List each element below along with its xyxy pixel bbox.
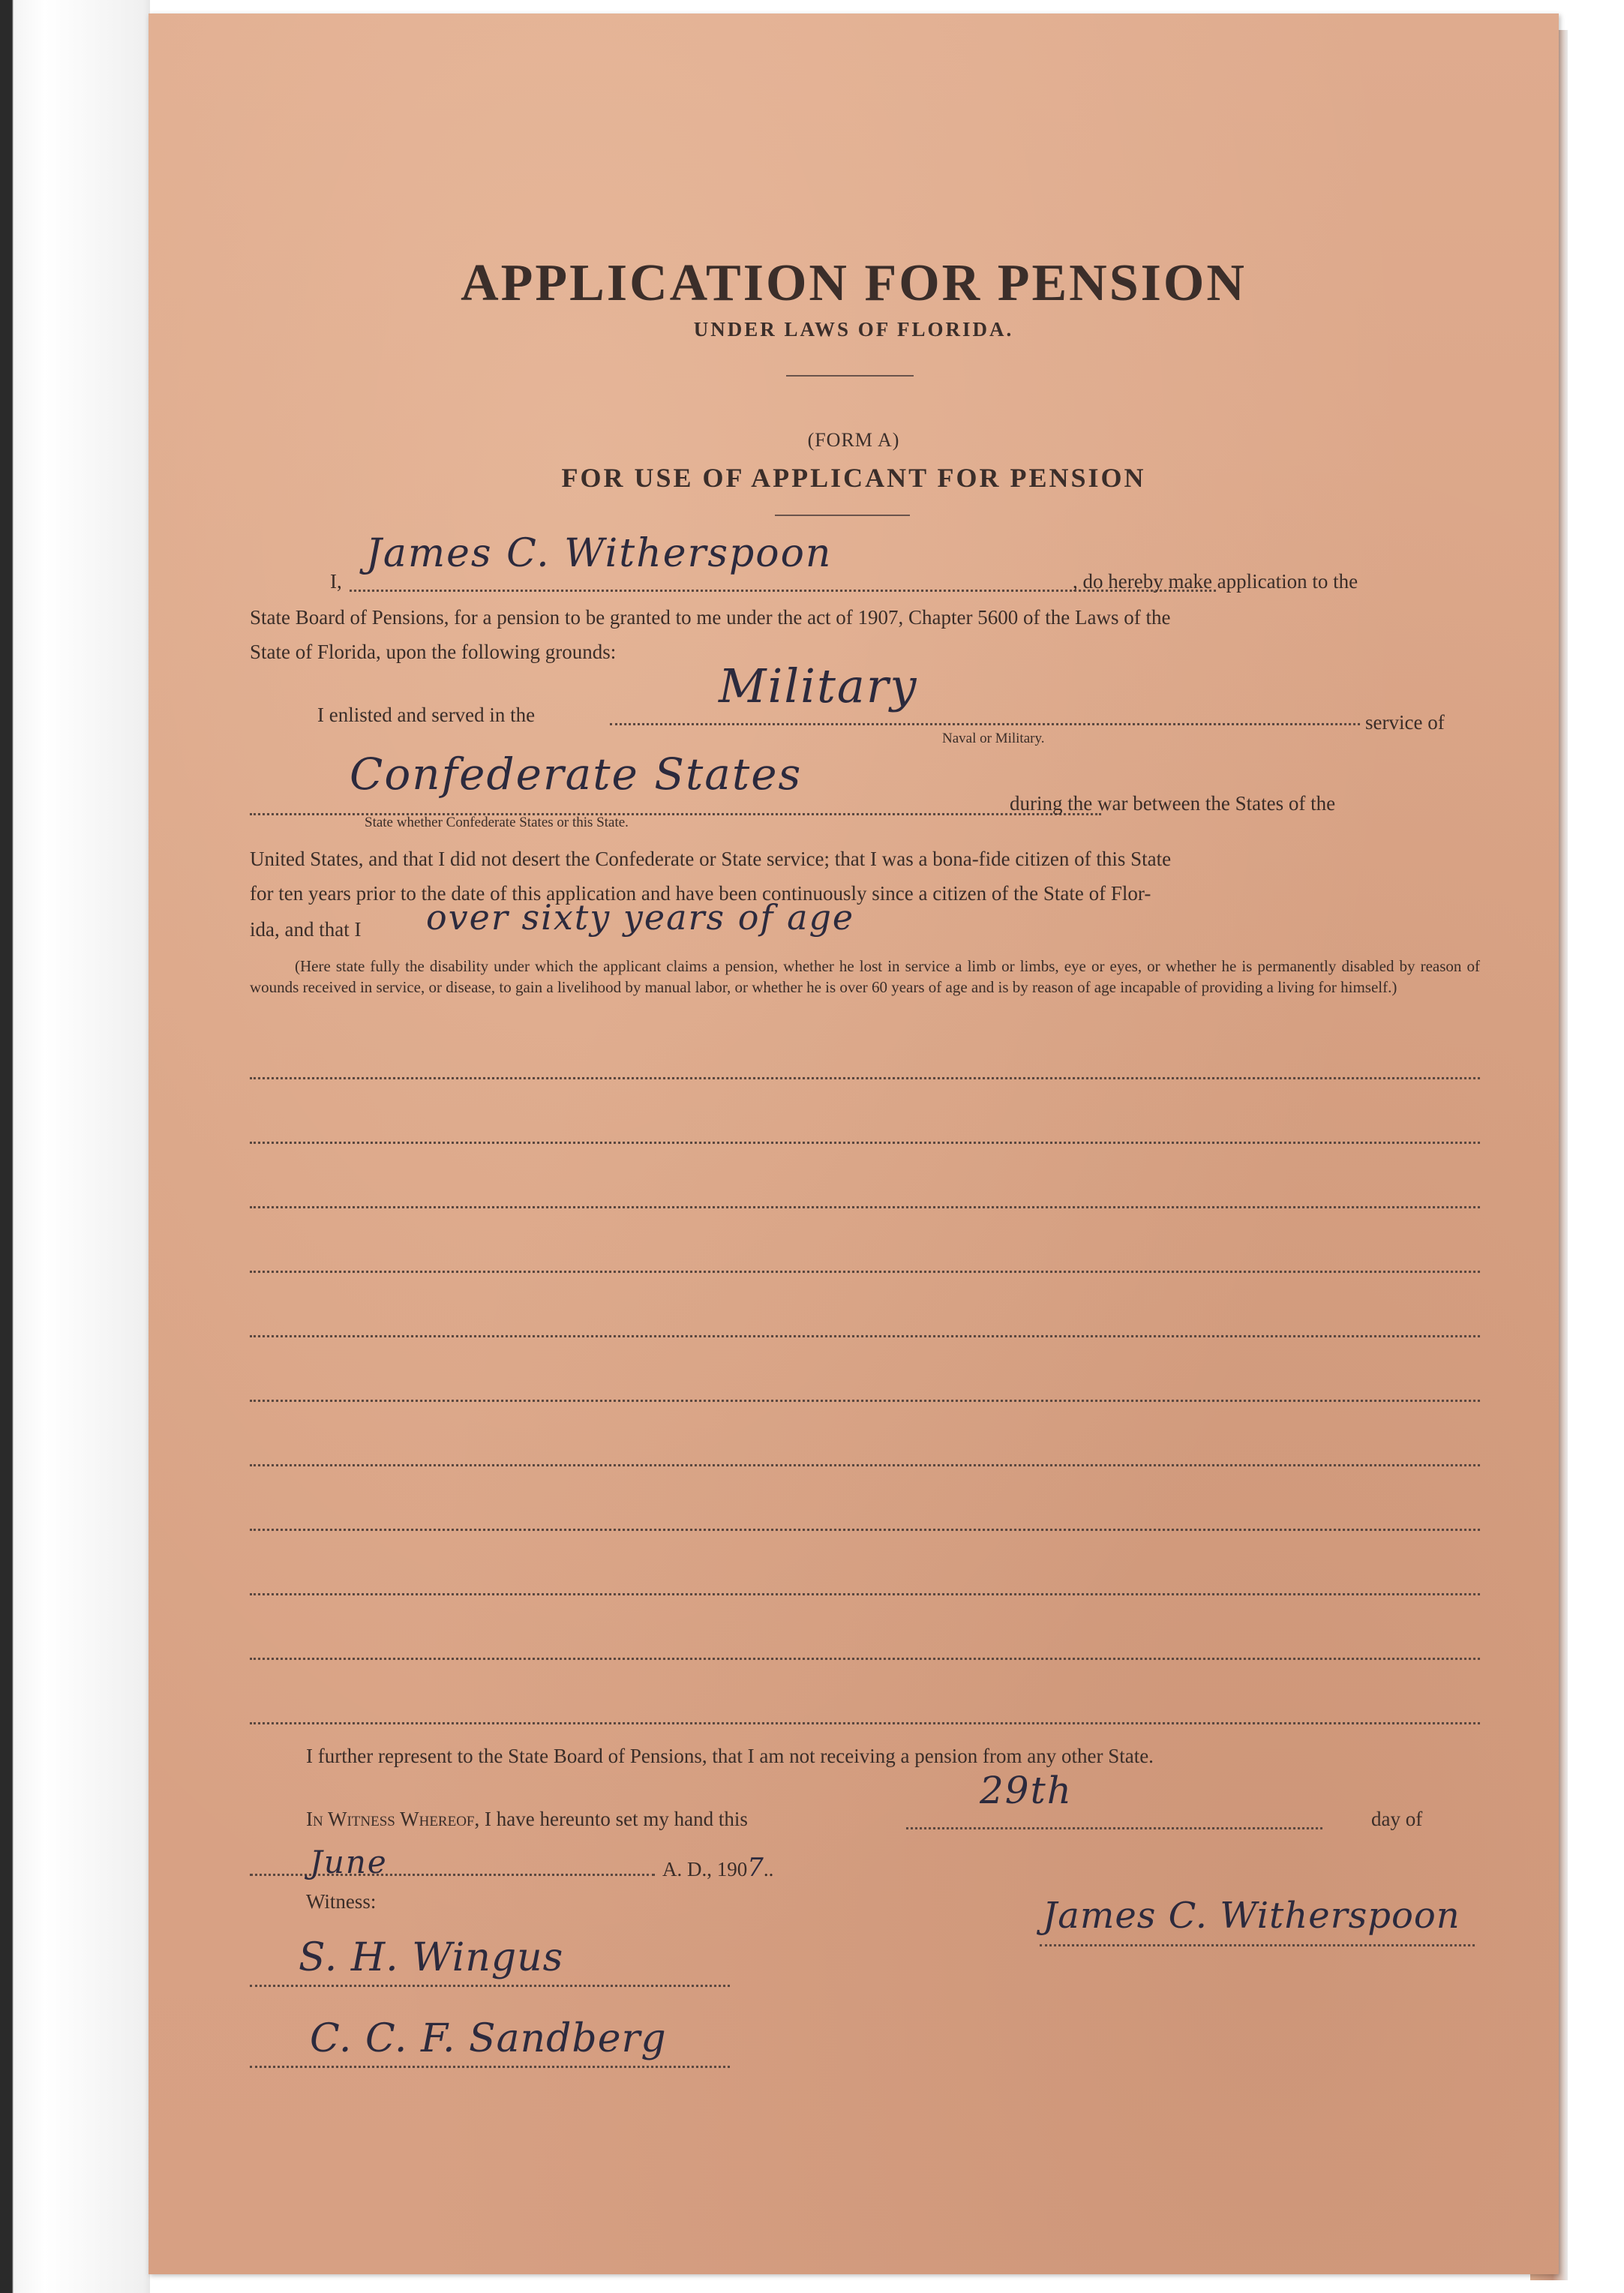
- signature-blank: [1040, 1944, 1475, 1946]
- disability-intro: ida, and that I: [250, 918, 362, 941]
- applicant-intro: I,: [330, 570, 342, 593]
- blank-line: [250, 1206, 1480, 1208]
- service-blank: [610, 723, 1360, 725]
- service-intro: I enlisted and served in the: [317, 704, 536, 726]
- blank-line: [250, 1142, 1480, 1144]
- witness-signature-1: S. H. Wingus: [299, 1935, 564, 1980]
- blank-line: [250, 1529, 1480, 1531]
- paragraph-line: for ten years prior to the date of this application and have been continuously since a citizen of the State of Flor-: [250, 882, 1151, 905]
- blank-line: [250, 1593, 1480, 1595]
- pension-application-form: [149, 14, 1559, 2274]
- blank-line: [250, 1077, 1480, 1079]
- ad-trailing-dots: ..: [763, 1858, 774, 1880]
- blank-line: [250, 1335, 1480, 1337]
- handwritten-applicant-name: James C. Witherspoon: [366, 531, 833, 576]
- scanner-background: [0, 0, 150, 2293]
- handwritten-year-digit: 7: [747, 1853, 764, 1883]
- paragraph-line: State of Florida, upon the following grounds:: [250, 641, 617, 663]
- form-subtitle: UNDER LAWS OF FLORIDA.: [693, 318, 1014, 341]
- applicant-signature: James C. Witherspoon: [1043, 1895, 1460, 1937]
- witness-signature-line-1: [250, 1985, 730, 1987]
- form-heading: FOR USE OF APPLICANT FOR PENSION: [561, 463, 1146, 493]
- handwritten-month: June: [310, 1844, 388, 1880]
- blank-line: [250, 1658, 1480, 1660]
- day-of-label: day of: [1371, 1808, 1423, 1830]
- blank-line: [250, 1722, 1480, 1724]
- witness-clause-prefix: In Witness Whereof,: [306, 1808, 480, 1830]
- witness-signature-2: C. C. F. Sandberg: [310, 2016, 667, 2061]
- form-label: (FORM A): [807, 429, 900, 451]
- witness-signature-line-2: [250, 2066, 730, 2068]
- blank-line: [250, 1464, 1480, 1466]
- service-caption: Naval or Military.: [942, 731, 1045, 746]
- handwritten-service-type: Military: [719, 659, 918, 713]
- blank-line: [250, 1271, 1480, 1273]
- states-caption: State whether Confederate States or this State.: [365, 815, 629, 830]
- states-statement: during the war between the States of the: [1010, 792, 1336, 815]
- further-representation: I further represent to the State Board of Pensions, that I am not receiving a pension from any other State.: [306, 1745, 1154, 1767]
- witness-label: Witness:: [306, 1890, 377, 1913]
- paragraph-line: State Board of Pensions, for a pension to be granted to me under the act of 1907, Chapter 5600 of the Laws of the: [250, 606, 1171, 629]
- ad-label: A. D., 190: [662, 1858, 748, 1880]
- heading-divider: [775, 515, 910, 516]
- service-of-label: service of: [1365, 711, 1445, 734]
- disability-instructions: (Here state fully the disability under which the applicant claims a pension, whether he lost in service a limb or limbs, eye or eyes, or whether he is permanently disabled by reason of wounds received in service, or disease, to gain a livelihood by manual labor, or whether he is over 60 years of age and is by reason of age incapable of providing a living for himself.): [250, 957, 1480, 996]
- paragraph-line: United States, and that I did not desert the Confederate or State service; that I was a bona-fide citizen of this State: [250, 848, 1172, 870]
- handwritten-states-served: Confederate States: [350, 749, 803, 800]
- blank-line: [250, 1400, 1480, 1402]
- witness-clause-text: I have hereunto set my hand this: [485, 1808, 748, 1830]
- application-statement: , do hereby make application to the: [1073, 570, 1358, 593]
- header-divider: [786, 375, 914, 377]
- handwritten-day: 29th: [980, 1769, 1073, 1812]
- form-title: APPLICATION FOR PENSION: [461, 254, 1247, 312]
- day-blank: [906, 1827, 1322, 1829]
- handwritten-disability: over sixty years of age: [426, 897, 855, 938]
